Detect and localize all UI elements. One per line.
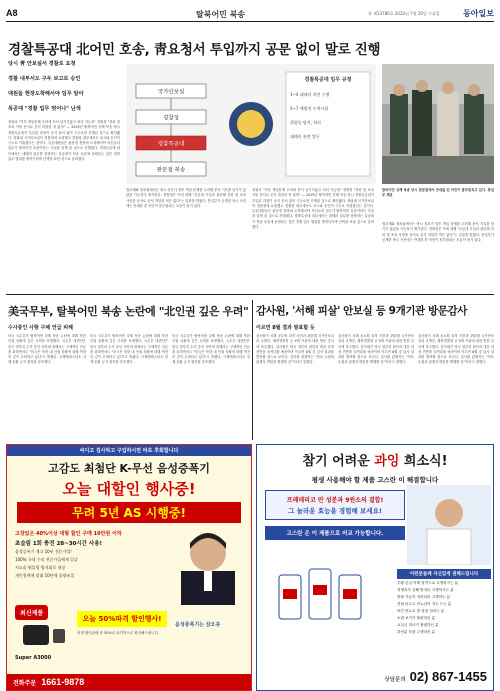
- ad-left-bullet: 저소음 워블링 방지회로 내장: [15, 565, 66, 570]
- ad-left-bullet: 초슬림 1회 충전 28~30시간 사용!: [15, 541, 103, 547]
- ad-left-phone[interactable]: 1661-9878: [41, 677, 85, 687]
- column-divider: [252, 300, 253, 440]
- ad-right-list-item: 방광 기능이 저하되어 고생하는 분: [397, 595, 451, 599]
- ad-right-title-em: 과잉: [374, 454, 400, 469]
- article1-body-far-right: 법조계와 정치권에서는 당시 정부가 향후 책임 문제를 우려해 문서 기록을 남기지 않았을 가능성이 제기된다. 경찰청은 이에 대해 "특공대 투입과 관련해 전파 및 조치 사항을 문서로 공식 하달한 적은 없다"는 입장을 밝혔다. 통일부가 공개한 당시 사진에는 안대를 쓴 어민이 몸부림치는 모습이 담겨 있다.: [382, 222, 494, 242]
- mission-diagram: [126, 64, 376, 184]
- article3-subhead: 이르면 8월 결과 발표할 듯: [256, 325, 315, 331]
- product-bottles: [269, 555, 389, 625]
- article1-body-mid: 법조계와 정치권에서는 당시 정부가 향후 책임 문제를 우려해 문서 기록을 남기지 않았을 가능성이 제기된다. 경찰청은 이에 대해 "특공대 투입과 관련해 전파 및 조치 사항을 문서로 공식 하달한 적은 없다"는 입장을 밝혔다. 통일부가 공개한 당시 사진에는 안대를 쓴 어민이 몸부림치는 모습이 담겨 있다.: [126, 188, 246, 208]
- paper-logo: 동아일보: [463, 9, 494, 18]
- article3-body-1: 감사원이 서해 공무원 피격 사건과 관련해 국가안보실과 국방부, 해양경찰청 등 9개 기관에 대한 방문 감사에 착수했다. 감사원은 당시 정부의 판단과 대응 과정 전반을 들여다볼 예정이며 이르면 8월 중 감사 결과를 발표할 것으로 보인다. 감사원 관계자는 "자료 수집과 관계자 면담을 병행할 것"이라고 말했다.: [256, 334, 334, 365]
- ad-right-box: [265, 490, 405, 520]
- subhead-2: 경찰 내부서도 구두 보고로 승인: [8, 76, 81, 82]
- ad-left-bullets: [7, 526, 157, 583]
- article2-body-1: 미국 국무부가 탈북어민 강제 북송 논란에 대해 북한 인권 상황에 깊은 우려를 표명했다. 국무부 대변인은 한국 정부의 수사 중인 사안에 대해서는 구체적인 언급을 피하면서도 "미국은 북한 내 인권 상황에 대해 여전히 깊이 우려하고 있다"고 밝혔다. 국제앰네스티도 강제 송환 금지 원칙을 강조했다.: [8, 334, 86, 365]
- news-photo: [382, 64, 494, 184]
- ad-left-badge: 최신제품: [15, 605, 48, 620]
- doctor-photo: [407, 485, 491, 565]
- ad-right-box2: 그 놀라운 효능을 경험해 보세요!: [288, 507, 382, 515]
- main-headline: 경찰특공대 北어민 호송, 靑요청서 투입까지 공문 없이 말로 진행: [8, 42, 381, 58]
- diagram-rule-2: 5~7 예방적 무력시위: [290, 106, 329, 111]
- article2-body-2: 미국 국무부가 탈북어민 강제 북송 논란에 대해 북한 인권 상황에 깊은 우려를 표명했다. 국무부 대변인은 한국 정부의 수사 중인 사안에 대해서는 구체적인 언급을 피하면서도 "미국은 북한 내 인권 상황에 대해 여전히 깊이 우려하고 있다"고 밝혔다. 국제앰네스티도 강제 송환 금지 원칙을 강조했다.: [90, 334, 168, 365]
- diagram-rule-3: 위험물 탐지, 처리: [290, 120, 321, 125]
- ad-right-phone[interactable]: 02) 867-1455: [409, 669, 487, 684]
- ad-left-title1: 고감도 최첨단 K-무선 음성증폭기: [48, 462, 210, 475]
- ad-left-phone-label: 전화주문: [13, 680, 37, 687]
- ad-right-list-item: 전립 마르고 잔뇨감이 자주 드는 분: [397, 602, 452, 606]
- ad-right-bar: 고스란 은 이 제품으로 비교 가능합니다.: [265, 526, 405, 540]
- photo-caption: 탈북어민 강제 북송 당시 판문점에서 안대를 쓴 어민이 몸부림치고 있다. 통일부 제공: [382, 188, 494, 198]
- subhead-3: 대원들 현장도착해서야 임무 알아: [8, 91, 84, 97]
- page-header: [6, 8, 494, 22]
- ad-left-brand: 음성증폭기는 삼오큐: [175, 622, 221, 628]
- ad-right-list-item: 저생리가 심해 방지로 고생하시는 분: [397, 588, 454, 592]
- ad-right-phone-block[interactable]: [384, 669, 487, 684]
- ad-right-box1: 프레데리코 안 성분과 9원소의 결합!: [286, 497, 384, 504]
- subhead-4: 특공대 "경찰 업무 벗어나" 난색: [8, 106, 81, 112]
- ad-right-phone-label: 상담문의: [384, 677, 406, 683]
- ad-hearing-aid[interactable]: [6, 444, 252, 691]
- article2-body-3: 미국 국무부가 탈북어민 강제 북송 논란에 대해 북한 인권 상황에 깊은 우려를 표명했다. 국무부 대변인은 한국 정부의 수사 중인 사안에 대해서는 구체적인 언급을 피하면서도 "미국은 북한 내 인권 상황에 대해 여전히 깊이 우려하고 있다"고 밝혔다. 국제앰네스티도 강제 송환 금지 원칙을 강조했다.: [172, 334, 250, 365]
- article2-subhead: 수사중인 사항 구체 언급 피해: [8, 325, 73, 331]
- article1-body-left: 정권의 "이후 책임문제 우려에 문서 남기지않고 처리 가능성" 경찰청 "전파 및 조치 사항 문서로 공식 하달한 적 없어" — 2019년 탈북어민 강제 북송 당시 경찰특공대가 투입된 과정이 공식 문서 없이 구두로만 진행된 것으로 확인됐다. 청와대 국가안보실이 경찰청에 요청했고 경찰청 내부에서도 보고와 승인이 구두로 이뤄졌다는 것이다. 특공대원들은 판문점 현장에 도착해서야 자신들의 임무가 탈북어민 호송이라는 사실을 알게 된 것으로 전해졌다. 경찰특공대 내부에서는 대테러 업무를 담당하는 특공대가 북송 호송에 동원되는 것은 경찰 업무 범위를 벗어난다며 난색을 표한 것으로 알려졌다.: [8, 120, 120, 162]
- section-title: 탈북어민 북송: [196, 10, 246, 19]
- diagram-box-2: 경찰청: [163, 115, 179, 122]
- article3-body-2: 감사원이 서해 공무원 피격 사건과 관련해 국가안보실과 국방부, 해양경찰청 등 9개 기관에 대한 방문 감사에 착수했다. 감사원은 당시 정부의 판단과 대응 과정 전반을 들여다볼 예정이며 이르면 8월 중 감사 결과를 발표할 것으로 보인다. 감사원 관계자는 "자료 수집과 관계자 면담을 병행할 것"이라고 말했다.: [338, 334, 414, 365]
- article3-headline: 감사원, '서해 피살' 안보실 등 9개기관 방문감사: [256, 305, 468, 317]
- diagram-rule-1: 1~4 대테러 작전 수행: [290, 92, 330, 97]
- article3-body-3: 감사원이 서해 공무원 피격 사건과 관련해 국가안보실과 국방부, 해양경찰청 등 9개 기관에 대한 방문 감사에 착수했다. 감사원은 당시 정부의 판단과 대응 과정 전반을 들여다볼 예정이며 이르면 8월 중 감사 결과를 발표할 것으로 보인다. 감사원 관계자는 "자료 수집과 관계자 면담을 병행할 것"이라고 말했다.: [418, 334, 494, 365]
- device-icon: [19, 621, 69, 653]
- ad-right-list-item: 야간 빈뇨로 밤 잠을 설치는 분: [397, 609, 445, 613]
- ad-left-bullet: 고장있은 40%이상 대형 할인 구매 10만원 이하: [15, 531, 122, 537]
- ad-right-title: [257, 450, 493, 469]
- diagram-box-1: 국가안보실: [157, 89, 185, 96]
- ad-right-list-item: 소변 보기가 불편하신 분: [397, 616, 436, 620]
- page-number: A8: [6, 8, 18, 18]
- section-divider: [6, 294, 494, 295]
- ad-right-title-start: 참기 어려운: [302, 454, 375, 469]
- ad-left-title3: 무려 5년 AS 시행중!: [17, 502, 241, 523]
- ad-left-phone-bar[interactable]: [7, 674, 251, 690]
- ad-right-sub: 평생 사용해야 할 제품 고스란 이 해결합니다: [311, 476, 439, 484]
- issue-info: 통 제13780호 2022년 7월 20일 수요일: [368, 11, 440, 16]
- ad-right-list: [397, 569, 491, 637]
- ad-right-list-item: 과산분 포함 고생하신 분: [397, 630, 436, 634]
- ad-supplement[interactable]: [256, 444, 494, 691]
- subhead-1: 당시 靑 안보실서 경찰로 요청: [8, 61, 76, 67]
- ad-left-sale-note: 현재 할인판매 중 50%로 파격적으로 할인해드립니다: [77, 631, 158, 635]
- ad-left-title2: 오늘 대할인 행사중!: [62, 480, 196, 498]
- ad-right-list-item: 우황·콘일 억제 알약으로 고생하시는 분: [397, 581, 459, 585]
- ad-left-product: Super A3000: [15, 655, 52, 661]
- ad-right-list-header: 이런분들께 자신있게 권해드립니다: [397, 569, 491, 579]
- ad-left-bullet: 음성증폭기 재고 10년 전문가업!: [15, 549, 72, 554]
- ad-right-title-end: 희소식!: [399, 454, 448, 469]
- diagram-rule-4: 대테러 관련 업무: [290, 134, 320, 139]
- article1-body-right: 정권의 "이후 책임문제 우려에 문서 남기지않고 처리 가능성" 경찰청 "전파 및 조치 사항 문서로 공식 하달한 적 없어" — 2019년 탈북어민 강제 북송 당시 경찰특공대가 투입된 과정이 공식 문서 없이 구두로만 진행된 것으로 확인됐다. 청와대 국가안보실이 경찰청에 요청했고 경찰청 내부에서도 보고와 승인이 구두로 이뤄졌다는 것이다. 특공대원들은 판문점 현장에 도착해서야 자신들의 임무가 탈북어민 호송이라는 사실을 알게 된 것으로 전해졌다. 경찰특공대 내부에서는 대테러 업무를 담당하는 특공대가 북송 호송에 동원되는 것은 경찰 업무 범위를 벗어난다며 난색을 표한 것으로 알려졌다.: [252, 188, 374, 230]
- diagram-box-3: 경찰특공대: [157, 141, 185, 148]
- spokesperson-photo: [167, 523, 249, 605]
- ad-left-sale: 오늘 50%파격 할인행사!: [77, 611, 167, 627]
- ad-left-topbar: 씨디고 검사하고 구입하시면 바로 후회합니다: [7, 445, 251, 456]
- ad-left-bullet: 100% 국내 수리 전문가들에게 입증: [15, 557, 78, 562]
- article2-headline: 美국무부, 탈북어민 북송 논란에 "北인권 깊은 우려": [8, 305, 249, 318]
- ad-left-bullet: 개인청력에 맞춰 10단계 음량조절: [15, 573, 75, 578]
- diagram-box-4: 판문점 북송: [156, 167, 186, 174]
- ad-right-list-item: 요실금 하나가 불편하신 분: [397, 623, 439, 627]
- diagram-title: 경찰특공대 임무 규정: [304, 77, 352, 83]
